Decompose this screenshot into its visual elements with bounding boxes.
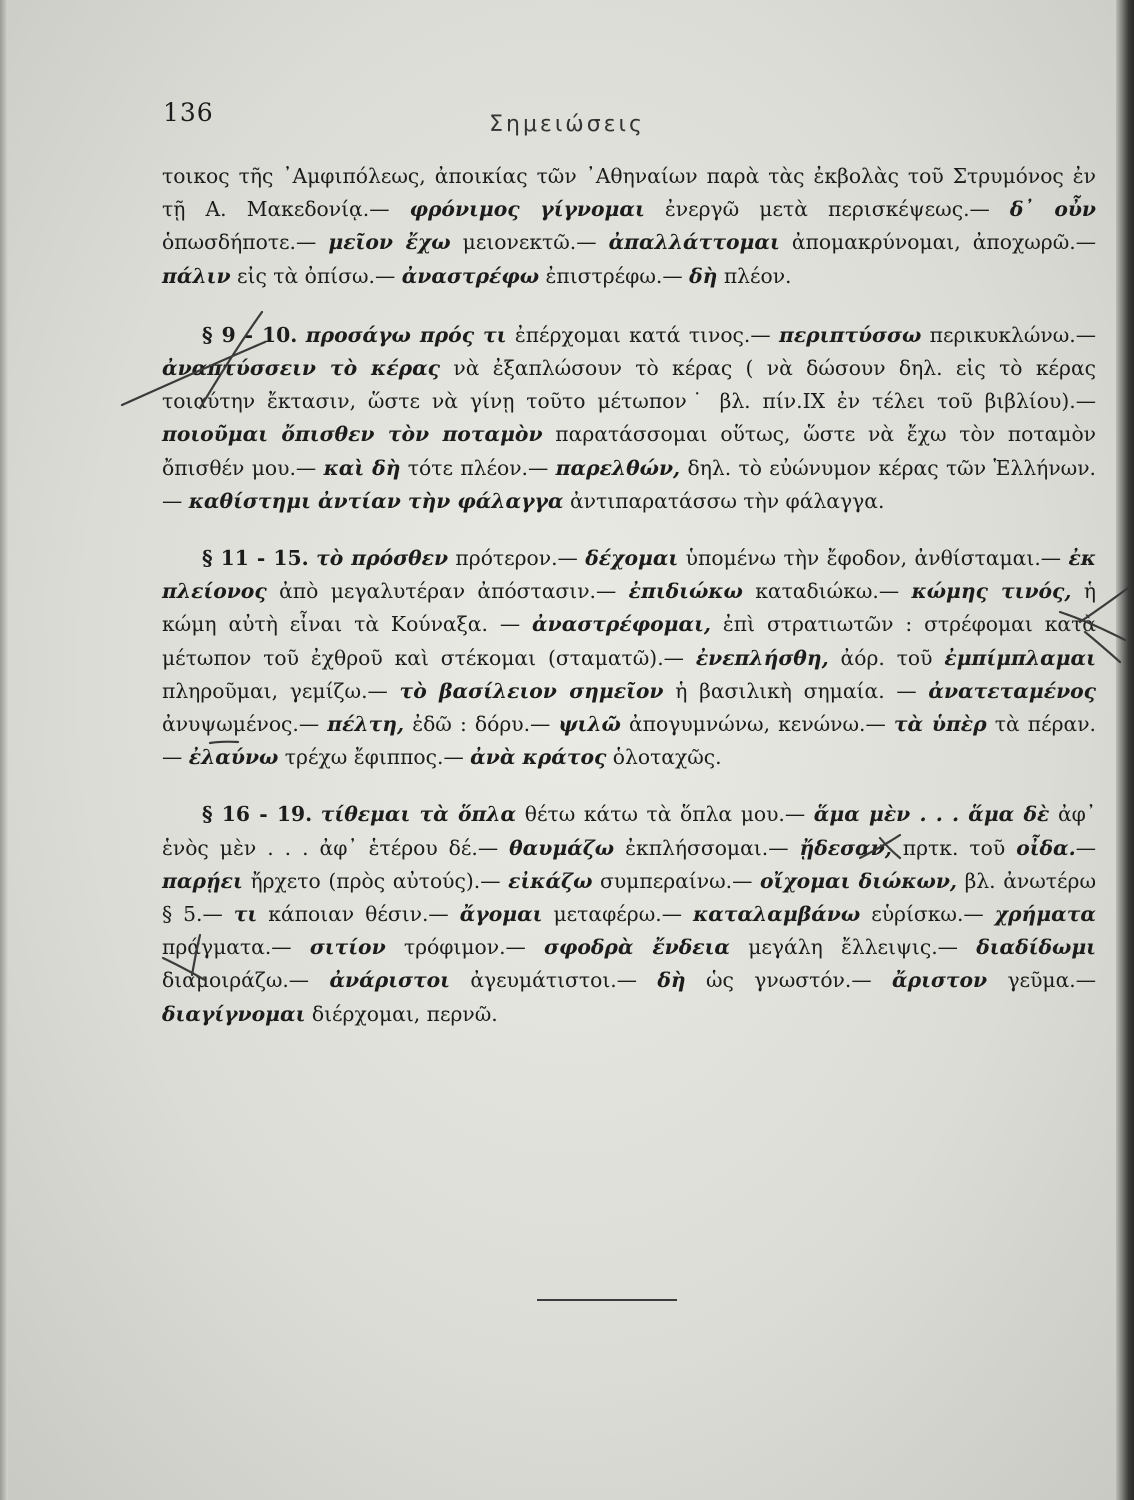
note-text: πρτκ. τοῦ <box>891 835 1017 860</box>
note-text: ἀφ᾿ ἑνὸς μὲν . . . ἀφ᾿ ἑτέρου δέ.— <box>162 802 1096 860</box>
lemma: ἀπαλλάττομαι <box>608 230 780 255</box>
note-text: ὡς γνωστόν.— <box>685 968 892 993</box>
pencil-stroke <box>200 312 262 408</box>
lemma: δὴ <box>657 968 686 993</box>
note-text: τοικος τῆς ᾿Αμφιπόλεως, ἀποικίας τῶν ᾿Αθηναίων παρὰ τὰς ἐκβολὰς τοῦ Στρυμόνος ἐν τῇ Α. Μακεδονίᾳ.— <box>162 164 1096 222</box>
pencil-stroke <box>163 958 205 980</box>
lemma: ἀνάριστοι <box>329 968 450 993</box>
note-text: ἀντιπαρατάσσω τὴν φάλαγγα. <box>563 488 885 513</box>
note-text: ἀπογυμνώνω, κενώνω.— <box>620 712 894 737</box>
section-reference: § 16 - 19. <box>202 802 313 827</box>
lemma: ψιλῶ <box>558 712 621 737</box>
note-text: θέτω κάτω τὰ ὅπλα μου.— <box>516 802 814 827</box>
note-text: συμπεραίνω.— <box>592 868 760 893</box>
lemma: περιπτύσσω <box>779 322 922 347</box>
page-number: 136 <box>163 98 214 127</box>
note-text: πλέον. <box>717 263 792 288</box>
lemma: δέχομαι <box>585 546 679 571</box>
lemma: ᾔδεσαν, <box>799 835 892 860</box>
note-text: μειονεκτῶ.— <box>450 230 609 255</box>
note-text: διαμοιράζω.— <box>162 968 330 993</box>
note-text: ἡ κώμη αὐτὴ εἶναι τὰ Κούναξα. — <box>162 579 1096 637</box>
note-text: ἀπομακρύνομαι, ἀποχωρῶ.— <box>779 230 1096 255</box>
lemma: δ᾿ οὖν <box>1009 197 1096 222</box>
running-head: Σημειώσεις <box>489 112 645 137</box>
note-text: ἀόρ. τοῦ <box>828 645 945 670</box>
lemma: ἀναπτύσσειν τὸ κέρας <box>162 356 441 381</box>
lemma: ἀνατεταμένος <box>928 678 1097 703</box>
pencil-stroke <box>1060 612 1125 640</box>
note-text: ἐπὶ στρατιωτῶν : στρέφομαι κατὰ μέτωπον τοῦ ἐχθροῦ καὶ στέκομαι (σταματῶ).— <box>162 612 1096 670</box>
pencil-stroke <box>192 935 200 975</box>
lemma: ἐνεπλήσθη, <box>695 645 829 670</box>
lemma: τι <box>233 902 258 927</box>
note-text: περικυκλώνω.— <box>921 322 1097 347</box>
lemma: ἀνὰ κράτος <box>470 745 607 770</box>
lemma: σφοδρὰ ἔνδεια <box>544 935 731 960</box>
note-text: ἐκπλήσσομαι.— <box>614 835 800 860</box>
note-text: ὁλοταχῶς. <box>606 745 722 770</box>
note-text: πληροῦμαι, γεμίζω.— <box>162 678 400 703</box>
note-text: ἀπὸ μεγαλυτέραν ἀπόστασιν.— <box>266 579 629 604</box>
note-text: ἤρχετο (πρὸς αὐτούς).— <box>242 868 509 893</box>
lemma: τὸ πρόσθεν <box>316 546 449 571</box>
lemma: προσάγω πρός τι <box>305 322 507 347</box>
lemma: τὸ βασίλειον σημεῖον <box>399 678 664 703</box>
lemma: ἐμπίμπλαμαι <box>944 645 1096 670</box>
note-text: τότε πλέον.— <box>400 455 556 480</box>
note-text: ἐπιστρέφω.— <box>539 263 690 288</box>
note-text: ἐνεργῶ μετὰ περισκέψεως.— <box>644 197 1010 222</box>
lemma: οἶδα. <box>1016 835 1076 860</box>
lemma: οἴχομαι διώκων, <box>759 868 957 893</box>
note-text: τρέχω ἔφιππος.— <box>278 745 471 770</box>
lemma: καὶ δὴ <box>323 455 401 480</box>
lemma: παρῄει <box>162 868 243 893</box>
note-text: κάποιαν θέσιν.— <box>257 902 460 927</box>
lemma: ἅμα μὲν . . . ἅμα δὲ <box>813 802 1050 827</box>
note-text: εὑρίσκω.— <box>860 902 995 927</box>
lemma: διαδίδωμι <box>976 935 1096 960</box>
note-text: ὁπωσδήποτε.— <box>162 230 329 255</box>
pencil-stroke <box>122 342 265 405</box>
lemma: εἰκάζω <box>508 868 593 893</box>
note-text: — <box>1075 835 1097 860</box>
note-text: καταδιώκω.— <box>742 579 912 604</box>
lemma: μεῖον ἔχω <box>328 230 451 255</box>
lemma: διαγίγνομαι <box>162 1001 306 1026</box>
lemma: καθίστημι ἀντίαν τὴν φάλαγγα <box>188 488 564 513</box>
lemma: θαυμάζω <box>509 835 615 860</box>
note-text: μεταφέρω.— <box>542 902 693 927</box>
lemma: ἄριστον <box>891 968 988 993</box>
lemma: ἐπιδιώκω <box>628 579 743 604</box>
section-reference: § 9 - 10. <box>202 322 298 347</box>
lemma: ἀναστρέφομαι, <box>532 612 711 637</box>
lemma: πέλτη, <box>327 712 405 737</box>
note-text: δηλ. τὸ εὐώνυμον κέρας τῶν Ἑλλήνων.— <box>162 455 1096 513</box>
note-text: εἰς τὰ ὀπίσω.— <box>230 263 402 288</box>
lemma: παρελθών, <box>555 455 681 480</box>
note-text: βλ. ἀνωτέρω § 5.— <box>162 868 1096 927</box>
pencil-stroke <box>210 742 238 743</box>
note-text: νὰ ἐξαπλώσουν τὸ κέρας ( νὰ δώσουν δηλ. εἰς τὸ κέρας τοιαύτην ἔκτασιν, ὥστε νὰ γίνῃ τοῦτο μέτωπον˙ βλ. πίν.IX ἐν τέλει τοῦ βιβλίου).— <box>162 356 1096 414</box>
note-text: ἀνυψωμένος.— <box>162 712 328 737</box>
note-text: τὰ πέραν.— <box>162 712 1096 770</box>
lemma: σιτίον <box>309 935 386 960</box>
note-text: γεῦμα.— <box>987 968 1097 993</box>
note-text: ἐπέρχομαι κατά τινος.— <box>506 322 779 347</box>
note-text: πράγματα.— <box>162 935 310 960</box>
pencil-stroke <box>1080 588 1128 622</box>
note-text: ἡ βασιλικὴ σημαία. — <box>663 678 929 703</box>
section-reference: § 11 - 15. <box>202 546 309 571</box>
lemma: ἐλαύνω <box>188 745 279 770</box>
lemma: πάλιν <box>162 263 231 288</box>
lemma: τὰ ὑπὲρ <box>893 712 987 737</box>
lemma: χρήματα <box>994 902 1096 927</box>
note-text: μεγάλη ἔλλειψις.— <box>730 935 977 960</box>
note-text: διέρχομαι, περνῶ. <box>305 1001 498 1026</box>
lemma: ἐκ πλείονος <box>162 546 1096 604</box>
lemma: κώμης τινός, <box>911 579 1072 604</box>
lemma: τίθεμαι τὰ ὅπλα <box>320 802 517 827</box>
lemma: δὴ <box>689 263 718 288</box>
note-text: ὑπομένω τὴν ἔφοδον, ἀνθίσταμαι.— <box>678 546 1069 571</box>
note-text: ἐδῶ : δόρυ.— <box>404 712 559 737</box>
note-text: πρότερον.— <box>448 546 586 571</box>
note-text: ἀγευμάτιστοι.— <box>449 968 658 993</box>
note-text: παρατάσσομαι οὕτως, ὥστε νὰ ἔχω τὸν ποταμὸν ὄπισθέν μου.— <box>162 422 1096 480</box>
lemma: ἄγομαι <box>459 902 543 927</box>
pencil-stroke <box>1085 632 1120 662</box>
lemma: ποιοῦμαι ὄπισθεν τὸν ποταμὸν <box>162 422 543 447</box>
note-text: τρόφιμον.— <box>385 935 545 960</box>
lemma: ἀναστρέφω <box>401 263 540 288</box>
lemma: φρόνιμος γίγνομαι <box>409 197 645 222</box>
lemma: καταλαμβάνω <box>693 902 861 927</box>
